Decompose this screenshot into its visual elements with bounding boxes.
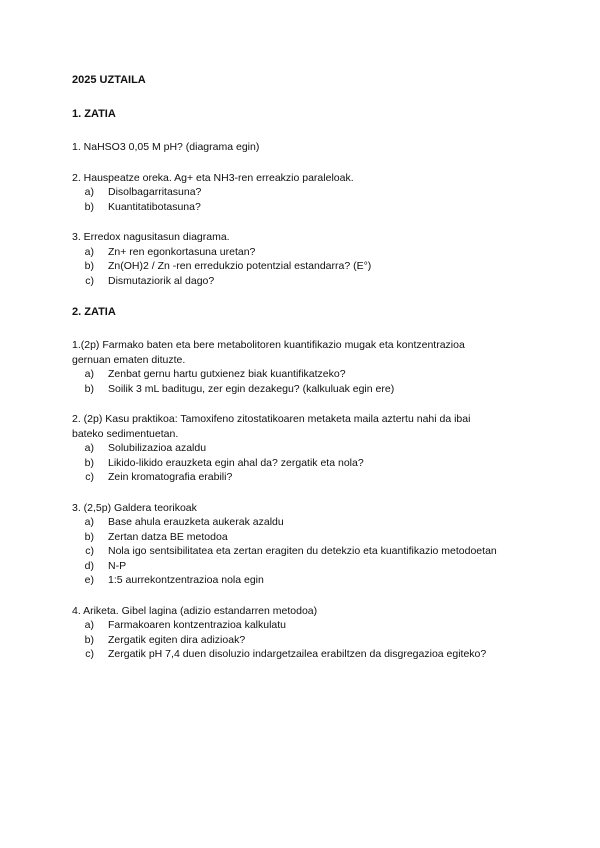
part1-question-1 (72, 140, 542, 155)
part2-question-1 (72, 338, 542, 396)
item-label: b) (84, 260, 94, 272)
item-label: e) (84, 574, 94, 586)
item-text: Likido-likido erauzketa egin ahal da? zergatik eta nola? (108, 456, 364, 469)
question-text: 3. Erredox nagusitasun diagrama. (72, 231, 230, 243)
list-item (72, 441, 542, 456)
list-item (72, 367, 542, 382)
item-label: b) (84, 200, 94, 213)
item-text: Base ahula erauzketa aukerak azaldu (108, 516, 284, 528)
item-text: Zn+ ren egonkortasuna uretan? (108, 245, 256, 258)
item-text: Zergatik egiten dira adizioak? (108, 633, 246, 646)
item-label: a) (84, 368, 94, 380)
item-label: c) (85, 471, 94, 483)
document-title: 2025 UZTAILA (72, 74, 146, 86)
item-text: Zertan datza BE metodoa (108, 530, 228, 543)
item-label: a) (84, 245, 94, 258)
list-item (72, 200, 542, 215)
part2-question-2 (72, 412, 542, 485)
item-label: b) (84, 382, 94, 395)
part2-question-3 (72, 501, 542, 588)
part2-heading: 2. ZATIA (72, 306, 116, 318)
item-label: a) (84, 442, 94, 454)
question-text-line: 1.(2p) Farmako baten eta bere metabolitoren kuantifikazio mugak eta kontzentrazioa (72, 339, 465, 351)
part1-question-3 (72, 230, 542, 288)
list-item (72, 647, 542, 662)
item-text: Soilik 3 mL baditugu, zer egin dezakegu? (kalkuluak egin ere) (108, 382, 395, 395)
list-item (72, 274, 542, 289)
subquestion-list (72, 441, 542, 485)
item-text: Zergatik pH 7,4 duen disoluzio indargetzailea erabiltzen da disgregazioa egiteko? (108, 648, 487, 660)
list-item (72, 456, 542, 471)
item-text: Farmakoaren kontzentrazioa kalkulatu (108, 619, 287, 631)
subquestion-list (72, 245, 542, 289)
item-text: Dismutaziorik al dago? (108, 274, 215, 287)
item-text: Zein kromatografia erabili? (108, 471, 233, 483)
item-text: Solubilizazioa azaldu (108, 442, 207, 454)
list-item (72, 559, 542, 574)
list-item (72, 245, 542, 260)
item-label: a) (84, 186, 94, 198)
item-label: b) (84, 456, 94, 469)
list-item (72, 470, 542, 485)
item-text: 1:5 aurrekontzentrazioa nola egin (108, 574, 264, 586)
list-item (72, 633, 542, 648)
subquestion-list (72, 367, 542, 396)
subquestion-list (72, 515, 542, 588)
question-text-line: gernuan ematen dituzte. (72, 353, 186, 366)
item-label: c) (85, 274, 94, 287)
item-label: c) (85, 648, 94, 660)
question-text: 1. NaHSO3 0,05 M pH? (diagrama egin) (72, 141, 260, 153)
item-label: a) (84, 619, 94, 631)
item-text: N-P (108, 559, 127, 572)
list-item (72, 618, 542, 633)
item-label: b) (84, 530, 94, 543)
list-item (72, 259, 542, 274)
list-item (72, 515, 542, 530)
list-item (72, 544, 542, 559)
list-item (72, 530, 542, 545)
subquestion-list (72, 185, 542, 214)
exam-document (72, 74, 542, 678)
part2-question-4 (72, 604, 542, 662)
list-item (72, 382, 542, 397)
item-label: d) (84, 559, 94, 572)
question-text: 4. Ariketa. Gibel lagina (adizio estandarren metodoa) (72, 604, 318, 617)
question-text-line: bateko sedimentuetan. (72, 427, 179, 440)
item-text: Zenbat gernu hartu gutxienez biak kuantifikatzeko? (108, 368, 346, 380)
question-text-line: 2. (2p) Kasu praktikoa: Tamoxifeno zitostatikoaren metaketa maila aztertu nahi da ibai (72, 413, 471, 425)
item-text: Zn(OH)2 / Zn -ren erredukzio potentzial estandarra? (E°) (108, 260, 372, 272)
item-label: c) (85, 545, 94, 557)
item-text: Nola igo sentsibilitatea eta zertan eragiten du detekzio eta kuantifikazio metodoetan (108, 545, 497, 557)
subquestion-list (72, 618, 542, 662)
item-text: Disolbagarritasuna? (108, 186, 202, 198)
item-label: a) (84, 516, 94, 528)
item-label: b) (84, 633, 94, 646)
question-text: 3. (2,5p) Galdera teorikoak (72, 501, 197, 514)
list-item (72, 185, 542, 200)
part1-question-2 (72, 171, 542, 215)
list-item (72, 573, 542, 588)
question-text: 2. Hauspeatze oreka. Ag+ eta NH3-ren erreakzio paraleloak. (72, 171, 354, 184)
part1-heading: 1. ZATIA (72, 108, 116, 120)
item-text: Kuantitatibotasuna? (108, 200, 201, 213)
